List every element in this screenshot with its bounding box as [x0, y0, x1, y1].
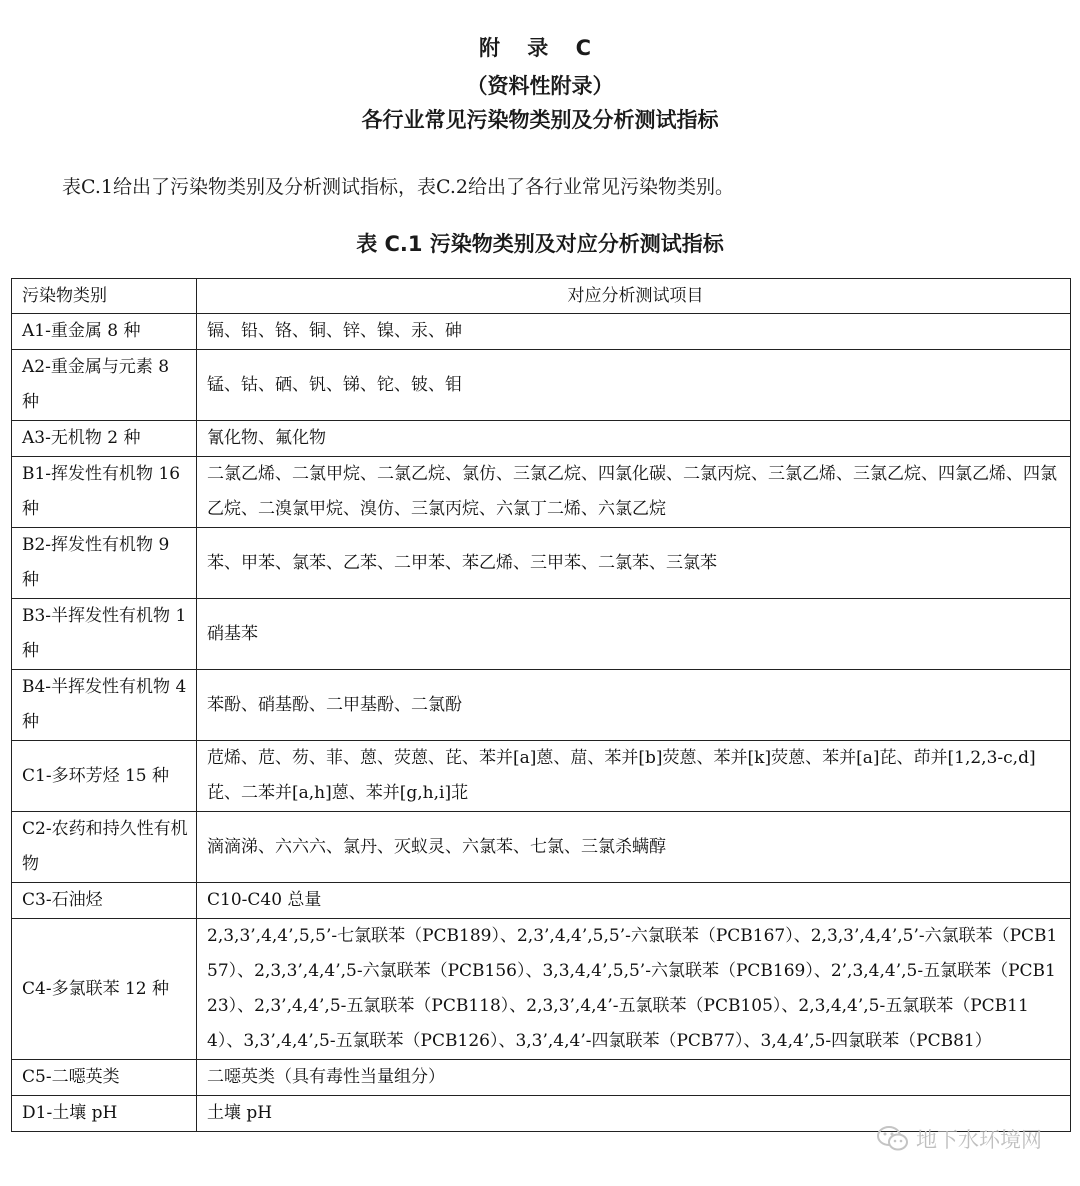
- items-cell: 苯酚、硝基酚、二甲基酚、二氯酚: [197, 670, 1071, 741]
- watermark: [876, 1124, 1042, 1154]
- category-cell: A3-无机物 2 种: [12, 421, 197, 457]
- items-cell: 镉、铅、铬、铜、锌、镍、汞、砷: [197, 314, 1071, 350]
- category-cell: B3-半挥发性有机物 1 种: [12, 599, 197, 670]
- watermark-text: 地下水环境网: [916, 1128, 1042, 1152]
- category-cell: B4-半挥发性有机物 4 种: [12, 670, 197, 741]
- items-cell: 氰化物、氟化物: [197, 421, 1071, 457]
- items-cell: C10-C40 总量: [197, 883, 1071, 919]
- items-cell: 苯、甲苯、氯苯、乙苯、二甲苯、苯乙烯、三甲苯、二氯苯、三氯苯: [197, 528, 1071, 599]
- table-row: [12, 919, 1071, 1060]
- column-header-items: 对应分析测试项目: [197, 279, 1071, 314]
- category-cell: C2-农药和持久性有机物: [12, 812, 197, 883]
- category-cell: A2-重金属与元素 8 种: [12, 350, 197, 421]
- table-row: [12, 670, 1071, 741]
- table-row: [12, 812, 1071, 883]
- table-row: [12, 528, 1071, 599]
- table-row: [12, 599, 1071, 670]
- table-row: [12, 314, 1071, 350]
- column-header-category: 污染物类别: [12, 279, 197, 314]
- wechat-icon: [876, 1125, 910, 1153]
- table-title: 表 C.1 污染物类别及对应分析测试指标: [356, 232, 724, 256]
- items-cell: 二噁英类（具有毒性当量组分）: [197, 1060, 1071, 1096]
- table-row: [12, 421, 1071, 457]
- appendix-type: （资料性附录）: [466, 74, 614, 98]
- category-cell: D1-土壤 pH: [12, 1096, 197, 1132]
- pollutant-table: [11, 278, 1071, 1132]
- category-cell: A1-重金属 8 种: [12, 314, 197, 350]
- items-cell: 2,3,3’,4,4’,5,5’-七氯联苯（PCB189）、2,3’,4,4’,5,5’-六氯联苯（PCB167）、2,3,3’,4,4’,5’-六氯联苯（PCB157）、2,3,3’,4,4’,5-六氯联苯（PCB156）、3,3,4,4’,5,5’-六氯联苯（PCB169）、2’,3,4,4’,5-五氯联苯（PCB123）、2,3’,4,4’,5-五氯联苯（PCB118）、2,3,3’,4,4’-五氯联苯（PCB105）、2,3,4,4’,5-五氯联苯（PCB114）、3,3’,4,4’,5-五氯联苯（PCB126）、3,3’,4,4’-四氯联苯（PCB77）、3,4,4’,5-四氯联苯（PCB81）: [197, 919, 1071, 1060]
- table-row: [12, 883, 1071, 919]
- items-cell: 滴滴涕、六六六、氯丹、灭蚁灵、六氯苯、七氯、三氯杀螨醇: [197, 812, 1071, 883]
- table-header-row: [12, 279, 1071, 314]
- appendix-title: 各行业常见污染物类别及分析测试指标: [361, 108, 719, 132]
- category-cell: C1-多环芳烃 15 种: [12, 741, 197, 812]
- table-row: [12, 457, 1071, 528]
- table-row: [12, 1060, 1071, 1096]
- items-cell: 苊烯、苊、芴、菲、蒽、荧蒽、芘、苯并[a]蒽、䓛、苯并[b]荧蒽、苯并[k]荧蒽、苯并[a]芘、茚并[1,2,3-c,d]芘、二苯并[a,h]蒽、苯并[g,h,i]苝: [197, 741, 1071, 812]
- category-cell: B2-挥发性有机物 9 种: [12, 528, 197, 599]
- intro-paragraph: 表C.1给出了污染物类别及分析测试指标，表C.2给出了各行业常见污染物类别。: [62, 176, 734, 198]
- items-cell: 锰、钴、硒、钒、锑、铊、铍、钼: [197, 350, 1071, 421]
- category-cell: C5-二噁英类: [12, 1060, 197, 1096]
- items-cell: 硝基苯: [197, 599, 1071, 670]
- category-cell: C4-多氯联苯 12 种: [12, 919, 197, 1060]
- category-cell: C3-石油烃: [12, 883, 197, 919]
- items-cell: 二氯乙烯、二氯甲烷、二氯乙烷、氯仿、三氯乙烷、四氯化碳、二氯丙烷、三氯乙烯、三氯乙烷、四氯乙烯、四氯乙烷、二溴氯甲烷、溴仿、三氯丙烷、六氯丁二烯、六氯乙烷: [197, 457, 1071, 528]
- items-cell: 土壤 pH: [197, 1096, 1071, 1132]
- appendix-heading: 附 录 C: [478, 36, 602, 60]
- table-row: [12, 741, 1071, 812]
- table-row: [12, 350, 1071, 421]
- category-cell: B1-挥发性有机物 16 种: [12, 457, 197, 528]
